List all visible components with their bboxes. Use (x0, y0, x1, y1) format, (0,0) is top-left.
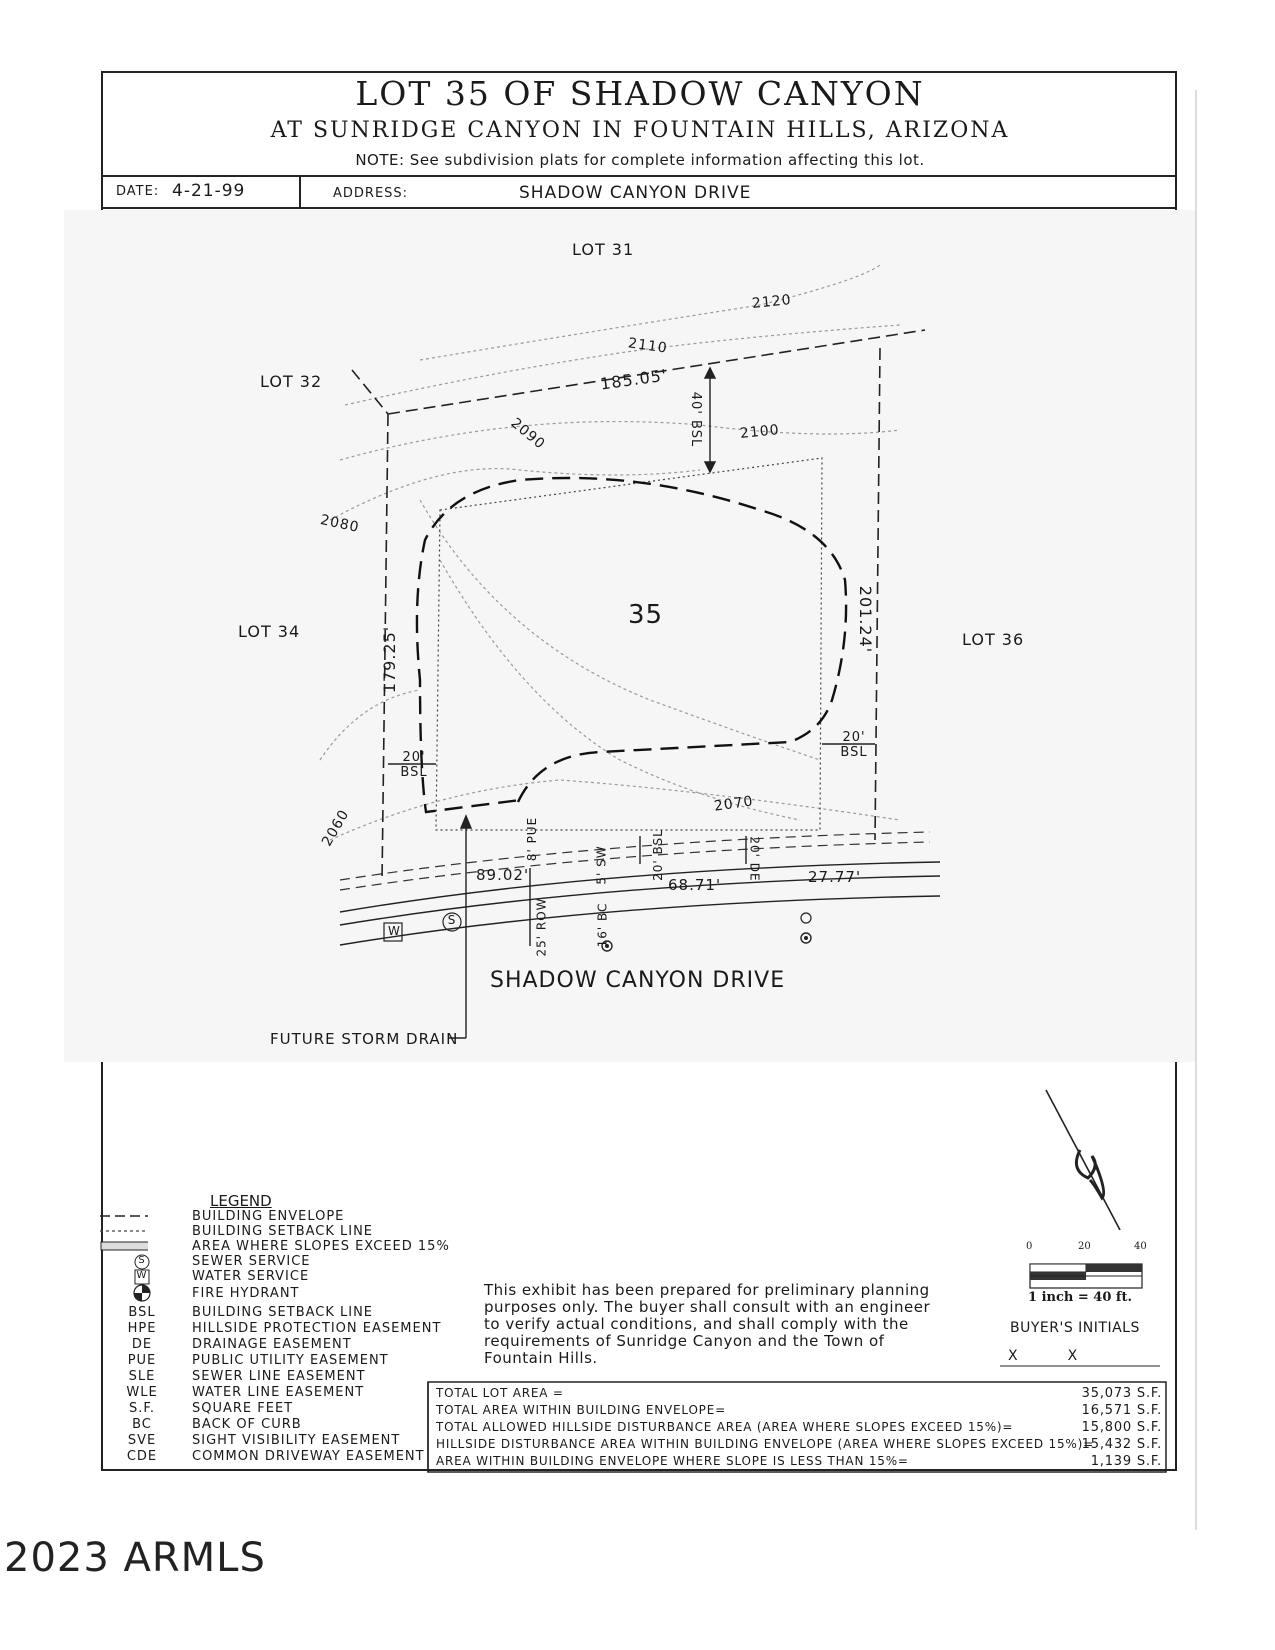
exhibit-title: LOT 35 OF SHADOW CANYON (355, 74, 925, 113)
lot-34-label: LOT 34 (238, 622, 301, 641)
contour-2100: 2100 (739, 421, 781, 443)
lot-32-label: LOT 32 (260, 372, 323, 391)
row-label: 25' ROW (534, 897, 549, 957)
area-row: TOTAL ALLOWED HILLSIDE DISTURBANCE AREA (AREA WHERE SLOPES EXCEED 15%)= 15,800 S.F. (436, 1420, 1162, 1435)
north-arrow-icon (1030, 1080, 1150, 1230)
address-label: ADDRESS: (333, 186, 409, 201)
south-setback-label: 20' BSL (650, 829, 665, 881)
east-dimension: 201.24' (856, 585, 876, 654)
buyer-initials-label: BUYER'S INITIALS (1010, 1320, 1140, 1336)
west-dimension: 179.25' (380, 625, 400, 694)
water-service-icon: W (388, 924, 401, 938)
contour-2110: 2110 (627, 335, 669, 357)
scale-caption: 1 inch = 40 ft. (1028, 1290, 1133, 1305)
address-value: SHADOW CANYON DRIVE (519, 183, 752, 203)
fire-hydrant-icon (118, 1284, 166, 1302)
south-dimension-c: 27.77' (808, 868, 862, 886)
contour-2120: 2120 (751, 291, 793, 313)
scale-tick-0: 0 (1026, 1241, 1033, 1252)
copyright-watermark: 2023 ARMLS (4, 1535, 266, 1581)
dotted-line-icon (100, 1228, 148, 1234)
scale-tick-40: 40 (1134, 1241, 1147, 1252)
buyer-initials-marks: X X (1008, 1348, 1078, 1364)
area-row: TOTAL AREA WITHIN BUILDING ENVELOPE= 16,571 S.F. (436, 1403, 1162, 1418)
contour-2080: 2080 (318, 512, 361, 536)
north-dimension: 185.05' (599, 365, 669, 394)
lot-31-label: LOT 31 (572, 240, 635, 259)
buyer-initials-line (1000, 1364, 1160, 1368)
south-dimension-b: 68.71' (668, 876, 722, 894)
bc-label: 16' BC (595, 902, 610, 948)
scale-tick-20: 20 (1078, 1241, 1091, 1252)
contour-2060: 2060 (318, 806, 353, 850)
street-name: SHADOW CANYON DRIVE (490, 968, 786, 993)
area-row: AREA WITHIN BUILDING ENVELOPE WHERE SLOPE IS LESS THAN 15%= 1,139 S.F. (436, 1454, 1162, 1469)
east-setback-label: 20' BSL (840, 730, 868, 760)
pue-label: 8' PUE (525, 816, 540, 862)
de-label: 20' DE (747, 836, 762, 882)
hatched-bar-icon (100, 1241, 148, 1251)
sewer-service-icon: S (447, 913, 457, 927)
south-dimension-a: 89.02' (476, 866, 530, 884)
sw-label: 5' SW (594, 845, 609, 885)
exhibit-subtitle: AT SUNRIDGE CANYON IN FOUNTAIN HILLS, ARIZONA (270, 118, 1010, 143)
area-row: HILLSIDE DISTURBANCE AREA WITHIN BUILDING ENVELOPE (AREA WHERE SLOPES EXCEED 15%)= 15,432 S.F. (436, 1437, 1162, 1452)
lot-number-label: 35 (628, 600, 664, 630)
disclaimer-text: This exhibit has been prepared for preliminary planning purposes only. The buyer shall consult with an engineer to verify actual conditions, and shall comply with the requirements of Sunridge Canyon and the Town of Fountain Hills. (484, 1281, 931, 1367)
date-value: 4-21-99 (172, 181, 246, 201)
lot-exhibit-sheet: LOT 35 OF SHADOW CANYON AT SUNRIDGE CANYON IN FOUNTAIN HILLS, ARIZONA NOTE: See subdivision plats for complete information affecting this lot. DATE: 4-21-99 ADDRESS: SHADOW CANYON DRIVE LOT 31 LOT 32 LOT 34 LOT 36 35 185.05' 179.25' 201.24' 89.02' 68.71' 27.77' 40' BSL 20' BSL 20' BSL 20' BSL 8' PUE 5' SW 20' DE 25' ROW 16' BC 2120 2110 2100 2090 2080 2070 2060 W S SHADOW CANYON DRIVE FUTURE STORM DRAIN LEGEND BUILDING ENVELOPE BUILDING SETBACK LINE AREA WHERE SLOPES EXCEED 15% S SEWER SERVICE W WATER SERVICE FIRE HYDRANT BSL BUILDING SETBACK LINE HPE HILLSIDE PROTECTION EASEMENT DE DRAINAGE EASEMENT PUE PUBLIC UTILITY EASEMENT SLE SEWER LINE EASEMENT WLE WATER LINE EASEMENT S.F. SQUARE FEET BC BACK OF CURB SVE SIGHT VISIBILITY EASEMENT CDE COMMON DRIVEWAY EASEMENT This exhibit has been prepared for preliminary planning purposes only. The buyer shall consult with an engineer to verify actual conditions, and shall comply with the requirements of Sunridge Canyon and the Town of Fountain Hills. 0 20 40 1 inch = 40 ft. BUYER'S INITIALS X X TOTAL LOT AREA = 35,073 S.F. TOTAL AREA WITHIN BUILDING ENVELOPE= 16,571 S.F. TOTAL ALLOWED HILLSIDE DISTURBANCE AREA (AREA WHERE SLOPES EXCEED 15%)= 15,800 S.F. HILLSIDE DISTURBANCE AREA WITHIN BUILDING ENVELOPE (AREA WHERE SLOPES EXCEED 15%)= 15,432 S.F. AREA WITHIN BUILDING ENVELOPE WHERE SLOPE IS LESS THAN 15%= 1,139 S.F. 2023 ARMLS (0, 0, 1275, 1650)
area-row: TOTAL LOT AREA = 35,073 S.F. (436, 1386, 1162, 1401)
contour-2090: 2090 (507, 415, 549, 453)
north-setback-label: 40' BSL (688, 391, 704, 448)
west-setback-label: 20' BSL (400, 750, 428, 780)
storm-drain-label: FUTURE STORM DRAIN (270, 1030, 459, 1048)
date-label: DATE: (116, 184, 160, 199)
dash-line-icon (100, 1213, 148, 1219)
exhibit-note: NOTE: See subdivision plats for complete information affecting this lot. (355, 151, 925, 169)
contour-2070: 2070 (713, 793, 755, 815)
lot-36-label: LOT 36 (962, 630, 1025, 649)
legend-title: LEGEND (210, 1192, 272, 1210)
